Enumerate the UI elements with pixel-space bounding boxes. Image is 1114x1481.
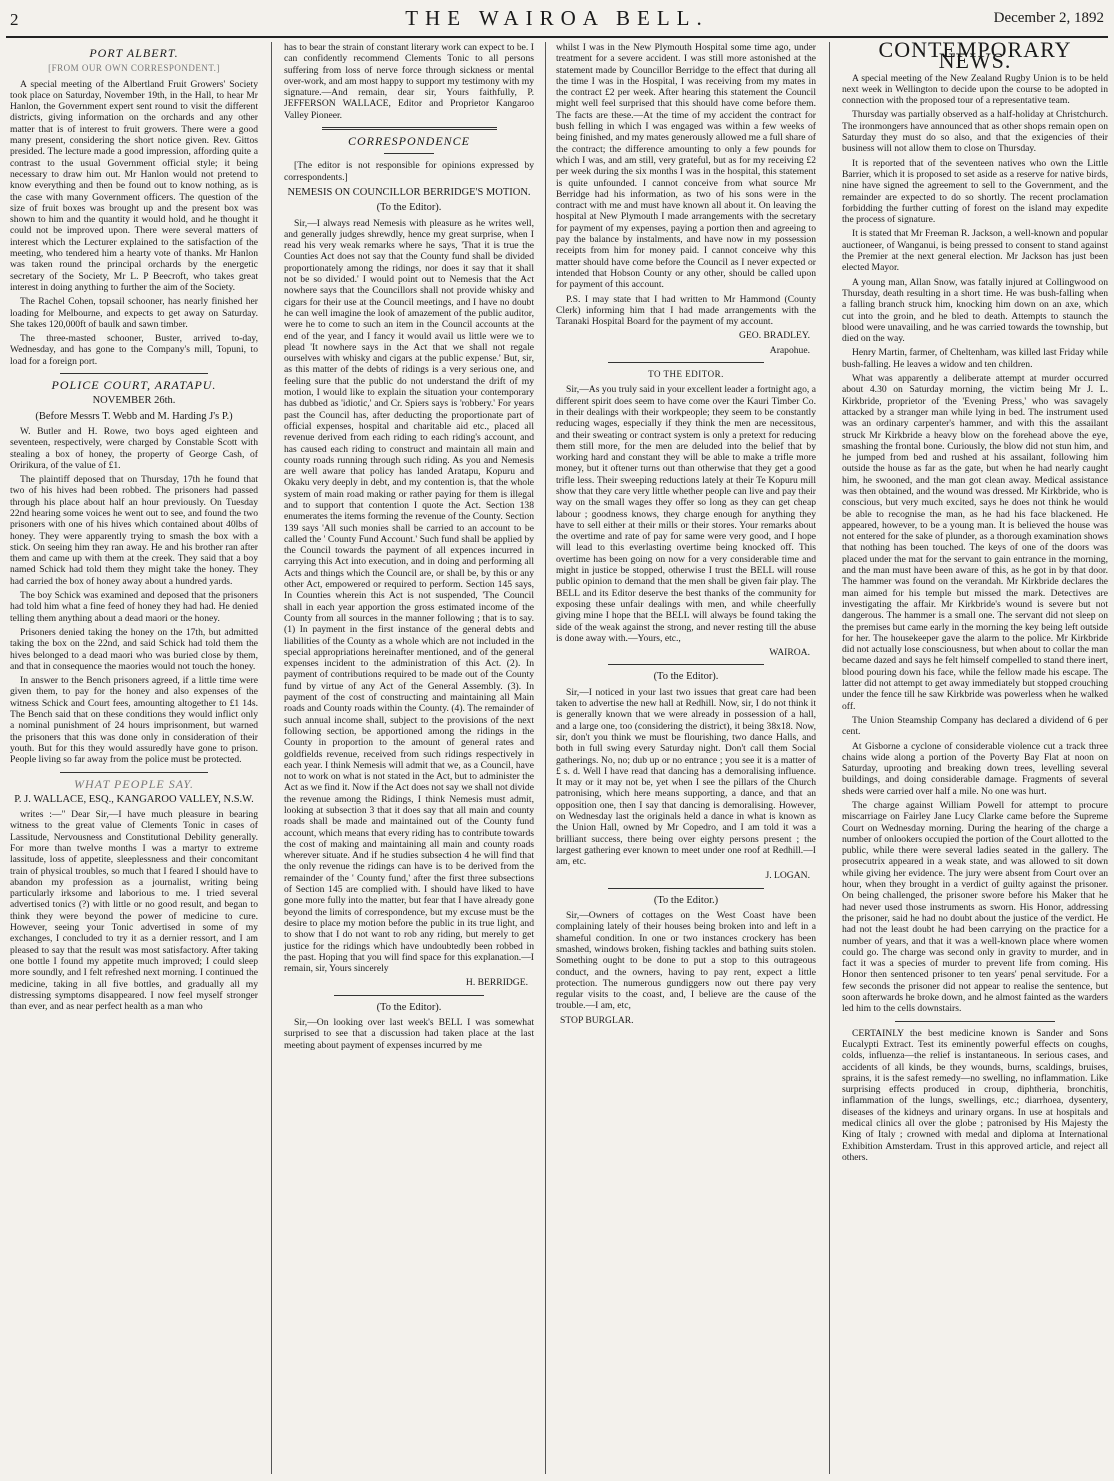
article-paragraph: Sir,—Owners of cottages on the West Coast have been complaining lately of their houses being broken into and left in a shameful condition. In one or two instances crockery has been smashed, windows broken, fishing tackles and bathing suits stolen. Something ought to be done to put a stop to this outrageous conduct, and the owners, having to pay rent, expect a little protection. The numerous gundiggers now out there pay very regular visits to the coast, and, I believe are the cause of the trouble.—I am, etc, xyxy=(556,910,816,1012)
header-rule xyxy=(6,36,1108,38)
letter-signature: STOP BURGLAR. xyxy=(560,1014,634,1026)
article-paragraph: whilst I was in the New Plymouth Hospital some time ago, under treatment for a severe accident. I was still more astonished at the statement made by Councillor Berridge to the effect that during all the time I was in the Hospital, I was receiving from my mates in the contract £2 per week. After hearing this statement the Council might well feel surprised that this should have come before them. The facts are these.—At the time of my accident the contract for bush felling in which I was engaged was within a few weeks of being finished, and my mates generously allowed me a full share of the contract; the difference amounting to only a few pounds for which I was, and am still, very grateful, but as for my receiving £2 per week during the six months I was in the hospital, this statement is quite unfounded. I cannot conceive from what source Mr Berridge had his information, as two of his sons were in the contract with me and must have known all about it. On leaving the hospital at New Plymouth I made arrangements with the secretary for payment of my expenses, paying a portion then and agreeing to pay the balance by instalments, and have now in my possession receipts from him for money paid. I cannot conceive why this matter should have come before the Council as I never expected or intended that Hobson County or any other, should be called upon for payment of this account. xyxy=(556,42,816,291)
testimonial-heading: P. J. WALLACE, ESQ., KANGAROO VALLEY, N.S.W. xyxy=(14,793,254,805)
column-4 xyxy=(842,42,1108,1476)
letter-place: Arapohue. xyxy=(769,344,810,356)
column-1 xyxy=(10,42,258,1476)
advertisement-paragraph: CERTAINLY the best medicine known is Sander and Sons Eucalypti Extract. Test its eminently powerful effects on coughs, colds, influenza—the relief is instantaneous. In serious cases, and accidents of all kinds, be they wounds, burns, scaldings, bruises, sprains, it is the safest remedy—no swelling, no inflammation. Like surprising effects produced in croup, diphtheria, bronchitis, inflammation of the lungs, swellings, etc.; diarrhoea, dysentery, diseases of the kidneys and urinary organs. In use at hospitals and medical clinics all over the globe ; patronised by His Majesty the King of Italy ; crowned with medal and diploma at International Exhibition Amsterdam. Trust in this approved article, and reject all others. xyxy=(842,1027,1108,1163)
article-paragraph: The Rachel Cohen, topsail schooner, has nearly finished her loading for Melbourne, and expects to get away on Saturday. She takes 120,000ft of baulk and sawn timber. xyxy=(10,296,258,330)
article-paragraph: Henry Martin, farmer, of Cheltenham, was killed last Friday while bush-falling. He leaves a widow and ten children. xyxy=(842,347,1108,370)
letter-signature: J. LOGAN. xyxy=(765,870,810,882)
section-heading-contemporary-news: CONTEMPORARY NEWS. xyxy=(878,42,1072,74)
section-separator xyxy=(895,1021,1055,1022)
article-paragraph: A special meeting of the Albertland Fruit Growers' Society took place on Saturday, November 19th, in the Hall, to hear Mr Hanlon, the Government expert sent round to visit the different districts, giving information on the orchards and any other matter that is of interest to fruit growers. There were a good many present, considering the short notice given. Rev. Gittos presided. The lecture made a good impression, affording quite a contrast to the usual Government official style; it being necessary to draw him out. Mr Hanlon would not pretend to know everything and then be found out to know nothing, as is the case with many Government officers. The question of the size of fruit boxes was brought up and the present box was shown to him and the quantity it would hold, and he thought it could not be improved upon. There were several matters of interest which the Lecturer explained to the satisfaction of the meeting, who tendered him a hearty vote of thanks. Mr Hanlon was taken round the principal orchards by the energetic secretary of the Society, Mr L. P Beecroft, who takes great interest in doing anything to further the aim of the Society. xyxy=(10,78,258,293)
section-separator xyxy=(60,373,209,374)
column-divider xyxy=(829,42,830,1474)
column-2 xyxy=(284,42,534,1476)
article-paragraph: writes :—" Dear Sir,—I have much pleasure in bearing witness to the great value of Clements Tonic in cases of Lassitude, Nervousness and Constitutional Debility generally. For more than twelve months I was a martyr to extreme lassitude, loss of appetite, sleeplessness and their concomitant train of physical troubles, so much that I feared I should have to abandon my profession as a journalist, writing being particularly irksome and laborious to me. I tried several advertised tonics (?) with little or no good result, and began to think they were beyond the power of medicine to cure. However, seeing your Tonic advertised in some of my exchanges, I concluded to try it as a dernier ressort, and I am pleased to say that the result was most satisfactory. After taking one bottle I found my appetite much improved; I could sleep more soundly, and I felt refreshed next morning. I continued the medicine, taking in all five bottles, and gradually all my distressing symptoms disappeared. I now feel myself stronger than ever, and as near perfect health as a man who xyxy=(10,809,258,1013)
page-number: 2 xyxy=(10,10,19,29)
section-heading-port-albert: PORT ALBERT. xyxy=(89,46,179,60)
column-divider xyxy=(271,42,272,1474)
article-paragraph: In answer to the Bench prisoners agreed, if a little time were given them, to pay for the honey and also expenses of the witness Schick and Court fees, amounting altogether to £1 14s. The Bench said that on these conditions they would inflict only a nominal punishment of 24 hours imprisonment, but warned the prisoners that this was done only in consideration of their youth. But for this they would assuredly have gone to prison. People living so far away from the police must be protected. xyxy=(10,675,258,766)
to-the-editor: (To the Editor). xyxy=(376,202,442,214)
section-separator xyxy=(608,362,764,363)
section-separator xyxy=(608,664,764,665)
to-the-editor: (To the Editor). xyxy=(653,671,719,683)
article-paragraph: Sir,—I always read Nemesis with pleasure as he writes well, and generally judges shrewdly, hence my great surprise, when I read his very weak remarks where he says, 'That it is true the Counties Act does not say that the County fund shall be divided proportionately among the ridings, nor does it say that it shall not be so divided.' I would point out to Nemesis that the Act nowhere says that the Councillors shall not provide whisky and cigars for their use at the Council meetings, and I have no doubt he can well imagine the look of amazement of the public auditor, were he to come to such an item in the Council accounts at the end of the year, and I fancy it would avail us little were we to plead 'It nowhere says in the Act that we shall not regale ourselves with whisky and cigars at the public expense.' But, sir, as this matter of the debts of ridings is a very serious one, and feeling sure that the public do not understand the drift of my motion, I would like to explain the situation your contemporary has dubbed as 'idiotic,' and Cr. Spiers says is 'robbery.' For years past the Council has, after deducting the proportionate part of official expenses, hospital and charitable aid etc., placed all revenue derived from each riding to each riding's account, and has caused each riding to construct and maintain all main and county roads running through such riding. As you and Nemesis are well aware that policy has landed Aratapu, Kopuru and Okaku very deeply in debt, and my contention is, that the whole system of main road making or rather paying for them is illegal and to support that contention I quote the Act. Section 138 enumerates the items forming the revenue of the County. Section 139 says 'All such monies shall be carried to an account to be called the ' County Fund Account.' Such fund shall be applied by the Council towards the payment of all expences incurred in carrying this Act into execution, and in doing and performing all Acts and things which the Council are, or shall be, by this or any other Act, empowered or required to perform. Section 145 says, In Counties wherein this Act is not suspended, 'The Council shall in each year apportion the gross estimated income of the County from all sources in the manner following ; that is to say. (1) In payment in the first instance of the general debts and liabilities of the County as a whole which are not included in the special appropriations hereinafter mentioned, and of the general expenses incident to the administration of this Act. (2). In payment of contributions required to be made out of the County fund by virtue of any Act of the General Assembly. (3). In payment of the cost of constructing and maintaining all Main roads and County roads within the County. (4). The remainder of such annual income shall, subject to the provisions of the next following section, be apportioned among the ridings in the County in proportion to the amount of general rates and goldfields revenue, received from such ridings respectively in each year. I think Nemesis will admit that we, as a Council, have not to work on what is not stated in the Act, but to administer the Act as we find it. Now if the Act does not say we shall not divide the revenue among the Ridings, I think Nemesis must admit, looking at subsection 3 that it does say that all main and county roads shall be made and maintained out of the County fund account, which means that every riding has to contribute towards the cost of making and maintaining all main and county roads wherever situate. And if he studies subsection 4 he will find that the only revenue the ridings can have is to be derived from the remainder of the ' County fund,' after the first three subsections of Section 145 are complied with. I should have liked to have gone more fully into the matter, but fear that I have already gone beyond the limits of correspondence, but my excuse must be the desire to place my motion before the public in its true light, and to show that I do not want to rob any riding, but merely to get justice for the ridings which have undoubtedly been robbed in the past. Hoping that you will find space for this explanation.—I remain, sir, Yours sincerely xyxy=(284,217,534,975)
issue-date: December 2, 1892 xyxy=(993,10,1104,26)
article-paragraph: The charge against William Powell for attempt to procure miscarriage on Fairley Jane Lucy Clarke came before the Supreme Court on Wednesday morning. During the hearing of the charge a number of onlookers occupied the portion of the Court allotted to the public, while there were several ladies seated in the gallery. The prosecutrix appeared in a weak state, and was allowed to sit down while giving her evidence. The jury were absent from Court over an hour, when they brought in a verdict of guilty against the prisoner. On being challenged, the prisoner swore before his Maker that he had never used those instruments as sworn. His Honor, addressing the prisoner, said he had no doubt about the justice of the verdict. He had not the least doubt he had been carrying on the practice for a number of years, and that it was a well-known place where women could go. The charge was second only in gravity to murder, and in fact it was a species of murder to prevent life from coming. His Honor then sentenced prisoner to ten years' penal servitude. For a few seconds the prisoner did not appear to realise the sentence, but soon afterwards he broke down, and he almost fainted as the warders led him to the cells downstairs. xyxy=(842,800,1108,1015)
article-paragraph: The three-masted schooner, Buster, arrived to-day, Wednesday, and has gone to the Company's mill, Topuni, to load for a foreign port. xyxy=(10,333,258,367)
article-paragraph: The Union Steamship Company has declared a dividend of 6 per cent. xyxy=(842,714,1108,738)
column-divider xyxy=(545,42,546,1474)
section-separator xyxy=(384,153,434,154)
article-paragraph: At Gisborne a cyclone of considerable violence cut a track three chains wide along a portion of the Poverty Bay Flat at noon on Saturday, uprooting and breaking down trees, levelling several buildings, and doing considerable damage. Fragments of several sheds were carried over half a mile. No one was hurt. xyxy=(842,740,1108,797)
article-paragraph: Sir,—I noticed in your last two issues that great care had been taken to advertise the new hall at Redhill. Now, sir, I do not think it is generally known that we were already in possession of a hall, and a large one, too (considering the district), it being 38x18. Now, sir, don't you think we must be flourishing, two dance Halls, and both in full swing every Saturday night. Don't call them Social gatherings. No, no; dub up or no entrance ; you see it is a matter of £ s. d. Well I have read that dancing has a demoralising influence. It may or it may not be, yet when I see the pillars of the Church patronising, which here means supporting, a dance, and that an opposition one, then I say that dancing is demoralising. However, on Wednesday last the originals held a dance in what is known as the Union Hall, owned by Mr Copedro, and I am told it was a brilliant success, there being over eighty persons present ; the largest gathering ever known to meet under one roof at Redhill.—I am, etc. xyxy=(556,686,816,868)
page-header xyxy=(0,0,1114,40)
to-the-editor: (To the Editor). xyxy=(376,1001,442,1013)
court-bench: (Before Messrs T. Webb and M. Harding J's P.) xyxy=(35,410,233,422)
section-heading-what-people-say: WHAT PEOPLE SAY. xyxy=(74,776,194,791)
article-paragraph: A young man, Allan Snow, was fatally injured at Collingwood on Thursday, death resulting in a short time. He was bush-falling when a falling branch struck him, knocking him down on an axe, which cut into the groin, and he bled to death. Attempts to staunch the blood were unavailing, and he was carried towards the township, but died on the way. xyxy=(842,276,1108,345)
editor-note: [The editor is not responsible for opinions expressed by correspondents.] xyxy=(284,160,534,183)
to-the-editor: (To the Editor.) xyxy=(653,894,719,906)
section-separator xyxy=(60,772,209,773)
article-paragraph: What was apparently a deliberate attempt at murder occurred about 4.30 on Saturday morning, the victim being Mr J. L. Kirkbride, proprietor of the 'Evening Press,' who was savagely attacked by a stranger man while lying in bed. The instrument used was an ordinary carpenter's hammer, and with this the assailant struck Mr Kirkbride a heavy blow on the forehead above the eye, smashing the frontal bone. Curiously, the blow did not stun him, and he jumped from bed and rushed at his assailant, following him outside the house as far as the gate, but when he had nearly caught him, he swooned, and the man got clean away. Medical assistance was then obtained, and the wound was dressed. Mr Kirkbride, who is conscious, but very much excited, says he does not think he would be able to recognise the man, as he had his face blackened. He appeared, however, to be a young man. It is believed the house was not entered for the sake of plunder, as a thorough examination shows that nothing has been touched. The keys of one of the doors was placed under the mat for the servant to gain entrance in the morning, and the man must have been aware of this, as he got in by that door. The hammer was found on the verandah. Mr Kirkbride declares the man aimed for his temple but missed the mark. Detectives are investigating the affair. Mr Kirkbride's wound is severe but not dangerous. The hammer is a small one. The servant did not sleep on the premises but came early in the morning the key being left outside for her. The housekeeper gave the alarm to the police. Mr Kirkbride did not actually lose consciousness, but when about to collar the man became dazed and says he felt himself compelled to stand there inert, blood pouring down his face, while the fellow made his escape. The latter did not attempt to get away immediately but stopped crouching under the fence till he saw Kirkbride was powerless when he walked off. xyxy=(842,373,1108,712)
article-paragraph: Prisoners denied taking the honey on the 17th, but admitted taking the box on the 22nd, and said Schick had told them the hives belonged to a dead maori who was buried close by them, and that in consequence the maories would not touch the honey. xyxy=(10,626,258,672)
article-paragraph: It is stated that Mr Freeman R. Jackson, a well-known and popular auctioneer, of Wanganui, is being pressed to consent to stand against the Premier at the next general election. Mr Jackson has just been elected Mayor. xyxy=(842,228,1108,274)
letter-heading: NEMESIS ON COUNCILLOR BERRIDGE'S MOTION. xyxy=(287,186,531,198)
article-paragraph: Sir,—On looking over last week's BELL I was somewhat surprised to see that a discussion had taken place at the last meeting about payment of expenses incurred by me xyxy=(284,1017,534,1051)
article-paragraph: W. Butler and H. Rowe, two boys aged eighteen and seventeen, respectively, were charged by Constable Scott with stealing a box of honey, the property of George Cash, of Oririkura, of the value of £1. xyxy=(10,425,258,471)
section-separator xyxy=(334,995,484,996)
section-heading-correspondence: CORRESPONDENCE xyxy=(348,134,470,149)
newspaper-title: THE WAIROA BELL. xyxy=(405,6,709,30)
article-paragraph: Thursday was partially observed as a half-holiday at Christchurch. The ironmongers have announced that as other shops remain open on Saturday they must do so also, and that the exigencies of their business will not allow them to close on Thursday. xyxy=(842,109,1108,155)
article-paragraph: has to bear the strain of constant literary work can expect to be. I can confidently recommend Clements Tonic to all persons suffering from loss of nerve force through sickness or mental over-work, and am most happy to support my testimony with my signature.—And remain, dear sir, Yours faithfully, P. JEFFERSON WALLACE, Editor and Proprietor Kangaroo Valley Pioneer. xyxy=(284,42,534,121)
court-date: NOVEMBER 26th. xyxy=(92,395,176,407)
article-paragraph: The plaintiff deposed that on Thursday, 17th he found that two of his hives had been robbed. The prisoners had passed through his place about half an hour previously. On Tuesday 22nd hearing some voices he went out to see, and found the two prisoners with one of his hives which contained about 40lbs of honey. They were apparently trying to smash the box with a stick. On seeing him they ran away. He and his brother ran after them and came up with them at the creek. They said that a boy named Schick had told them they might take the honey. They had carried the box of honey away about a hundred yards. xyxy=(10,474,258,587)
letter-signature: WAIROA. xyxy=(769,647,810,659)
article-paragraph: A special meeting of the New Zealand Rugby Union is to be held next week in Wellington to decide upon the course to be adopted in connection with the proposed tour of a representative team. xyxy=(842,72,1108,107)
section-heading-police-court: POLICE COURT, ARATAPU. xyxy=(51,378,217,393)
letter-signature: GEO. BRADLEY. xyxy=(739,330,810,342)
letter-signature: H. BERRIDGE. xyxy=(465,977,528,989)
article-paragraph: The boy Schick was examined and deposed that the prisoners had told him what a fine feed of honey they had had. He denied telling them anything about a dead maori or the honey. xyxy=(10,590,258,624)
column-3 xyxy=(556,42,816,1476)
correspondent-note: [FROM OUR OWN CORRESPONDENT.] xyxy=(48,63,220,74)
article-paragraph: It is reported that of the seventeen natives who own the Little Barrier, which it is proposed to set aside as a reserve for native birds, nine have signed the agreement to sell to the Government, and the remainder are expected to do so shortly. The recent proclamation forbidding the further cutting of forest on the island may expedite the process of signature. xyxy=(842,157,1108,226)
section-separator xyxy=(608,888,764,889)
to-the-editor: TO THE EDITOR. xyxy=(648,369,724,380)
article-paragraph: P.S. I may state that I had written to Mr Hammond (County Clerk) informing him that I had made arrangements with the Taranaki Hospital Board for the payment of my account. xyxy=(556,293,816,328)
article-paragraph: Sir,—As you truly said in your excellent leader a fortnight ago, a different spirit does seem to have come over the Kauri Timber Co. in their dealings with their workpeople; they seem to be constantly reducing wages, especially if they think the men are necessitous, and their sweating or contract system is only a pretext for reducing them still more, for the men are deluded into the belief that by working hard and constant they will be able to make a trifle more money, but it oftener turns out than otherwise that they get a good trifle less. Their sweeping reductions lately at their Te Kopuru mill show that they care very little whether people can live and pay their way on the small wages they offer so long as they can get cheap labour ; goodness knows, they charge enough for anything they have to sell either at their mills or their stores. Your remarks about the overtime and rate of pay for same were very good, and I hope will lead to this everlasting overtime being knocked off. This overtime has been going on now for a very considerable time and might in justice be stopped, otherwise I trust the BELL will rouse public opinion to demand that the men shall be given fair play. The BELL and its Editor deserve the best thanks of the community for exposing these unfair dealings with men, and while cheerfully giving mine I hope that the BELL will always be found taking the side of the weak against the strong, and never resting till the abuse is done away with.—Yours, etc., xyxy=(556,384,816,644)
section-separator xyxy=(322,127,497,130)
